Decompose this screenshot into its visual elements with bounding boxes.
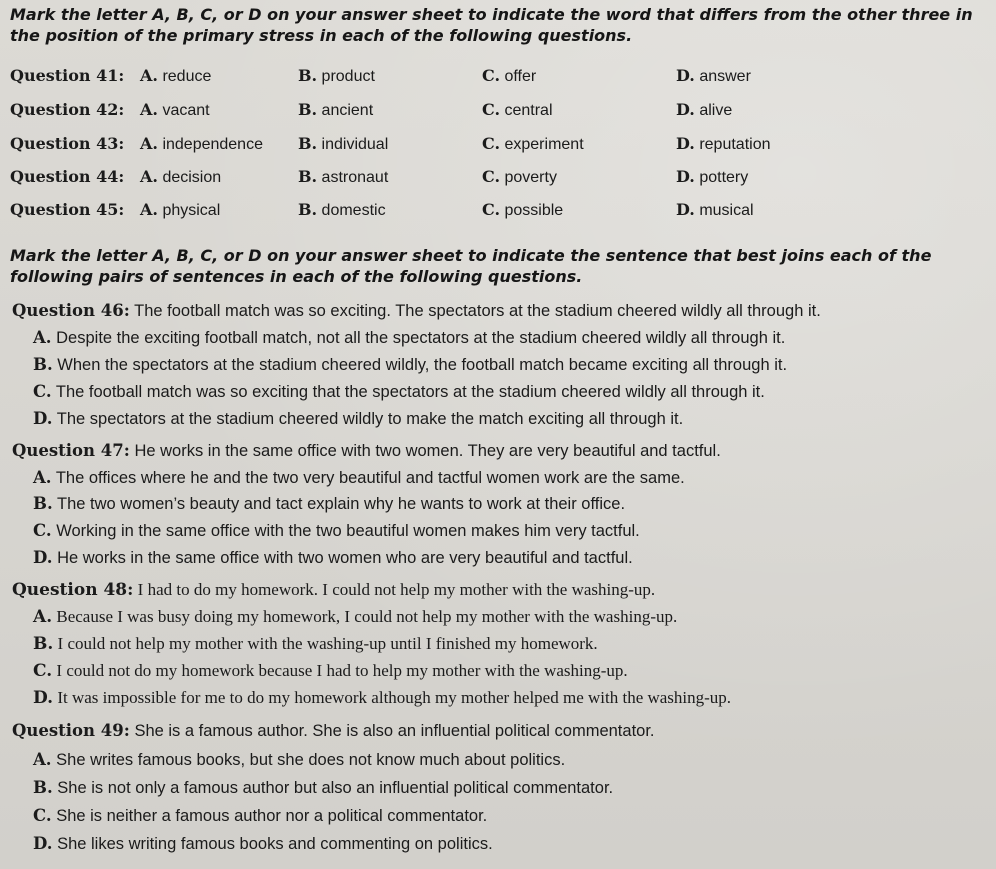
question-41-row [10, 66, 980, 96]
option-a: A. physical [140, 200, 221, 219]
question-label: Question 47: [12, 441, 130, 460]
question-48-option-c: C. I could not do my homework because I had to help my mother with the washing-up. [33, 661, 628, 681]
question-46-option-d: D. The spectators at the stadium cheered wildly to make the match exciting all through it. [33, 409, 684, 428]
question-45-row [10, 200, 980, 230]
option-c: C. offer [482, 66, 537, 85]
option-b: B. individual [298, 134, 389, 153]
option-c: C. central [482, 100, 553, 119]
option-b: B. astronaut [298, 167, 389, 186]
question-47-option-d: D. He works in the same office with two women who are very beautiful and tactful. [33, 548, 633, 567]
section1-instruction: Mark the letter A, B, C, or D on your answer sheet to indicate the word that differs from the other three in the position of the primary stress in each of the following questions. [10, 5, 973, 45]
option-b: B. product [298, 66, 375, 85]
question-49-prompt: Question 49: She is a famous author. She is also an influential political commentator. [12, 721, 655, 740]
option-d: D. musical [676, 200, 754, 219]
option-d: D. reputation [676, 134, 771, 153]
option-c: C. experiment [482, 134, 584, 153]
option-c: C. possible [482, 200, 564, 219]
option-a: A. reduce [140, 66, 212, 85]
question-label: Question 46: [12, 301, 130, 320]
option-a: A. decision [140, 167, 222, 186]
option-b: B. domestic [298, 200, 386, 219]
question-48-prompt: Question 48: I had to do my homework. I could not help my mother with the washing-up. [12, 580, 656, 600]
question-47-option-a: A. The offices where he and the two very beautiful and tactful women work are the same. [33, 468, 685, 487]
question-49-option-c: C. She is neither a famous author nor a political commentator. [33, 806, 488, 825]
option-a: A. vacant [140, 100, 210, 119]
question-46-option-a: A. Despite the exciting football match, not all the spectators at the stadium cheered wildly all through it. [33, 328, 786, 347]
question-label: Question 42: [10, 100, 125, 119]
question-44-row [10, 167, 980, 197]
option-d: D. alive [676, 100, 733, 119]
question-49-option-b: B. She is not only a famous author but also an influential political commentator. [33, 778, 614, 797]
question-label: Question 43: [10, 134, 125, 153]
question-48-option-b: B. I could not help my mother with the washing-up until I finished my homework. [33, 634, 598, 654]
question-label: Question 41: [10, 66, 125, 85]
option-d: D. answer [676, 66, 751, 85]
question-47-option-c: C. Working in the same office with the two beautiful women makes him very tactful. [33, 521, 640, 540]
question-49-option-d: D. She likes writing famous books and commenting on politics. [33, 834, 493, 853]
question-label: Question 44: [10, 167, 125, 186]
question-46-option-b: B. When the spectators at the stadium cheered wildly, the football match became exciting all through it. [33, 355, 788, 374]
question-label: Question 49: [12, 721, 130, 740]
question-label: Question 45: [10, 200, 125, 219]
question-48-option-d: D. It was impossible for me to do my homework although my mother helped me with the washing-up. [33, 688, 732, 708]
option-a: A. independence [140, 134, 263, 153]
question-48-option-a: A. Because I was busy doing my homework, I could not help my mother with the washing-up. [33, 607, 678, 627]
question-46-prompt: Question 46: The football match was so exciting. The spectators at the stadium cheered wildly all through it. [12, 301, 821, 320]
question-47-prompt: Question 47: He works in the same office with two women. They are very beautiful and tactful. [12, 441, 721, 460]
question-46-option-c: C. The football match was so exciting that the spectators at the stadium cheered wildly all through it. [33, 382, 765, 401]
option-d: D. pottery [676, 167, 749, 186]
question-label: Question 48: [12, 580, 134, 600]
section2-instruction: Mark the letter A, B, C, or D on your answer sheet to indicate the sentence that best joins each of the following pairs of sentences in each of the following questions. [10, 246, 932, 286]
question-49-option-a: A. She writes famous books, but she does not know much about politics. [33, 750, 566, 769]
question-42-row [10, 100, 980, 130]
option-b: B. ancient [298, 100, 374, 119]
question-43-row [10, 134, 980, 164]
option-c: C. poverty [482, 167, 557, 186]
question-47-option-b: B. The two women’s beauty and tact explain why he wants to work at their office. [33, 494, 626, 513]
